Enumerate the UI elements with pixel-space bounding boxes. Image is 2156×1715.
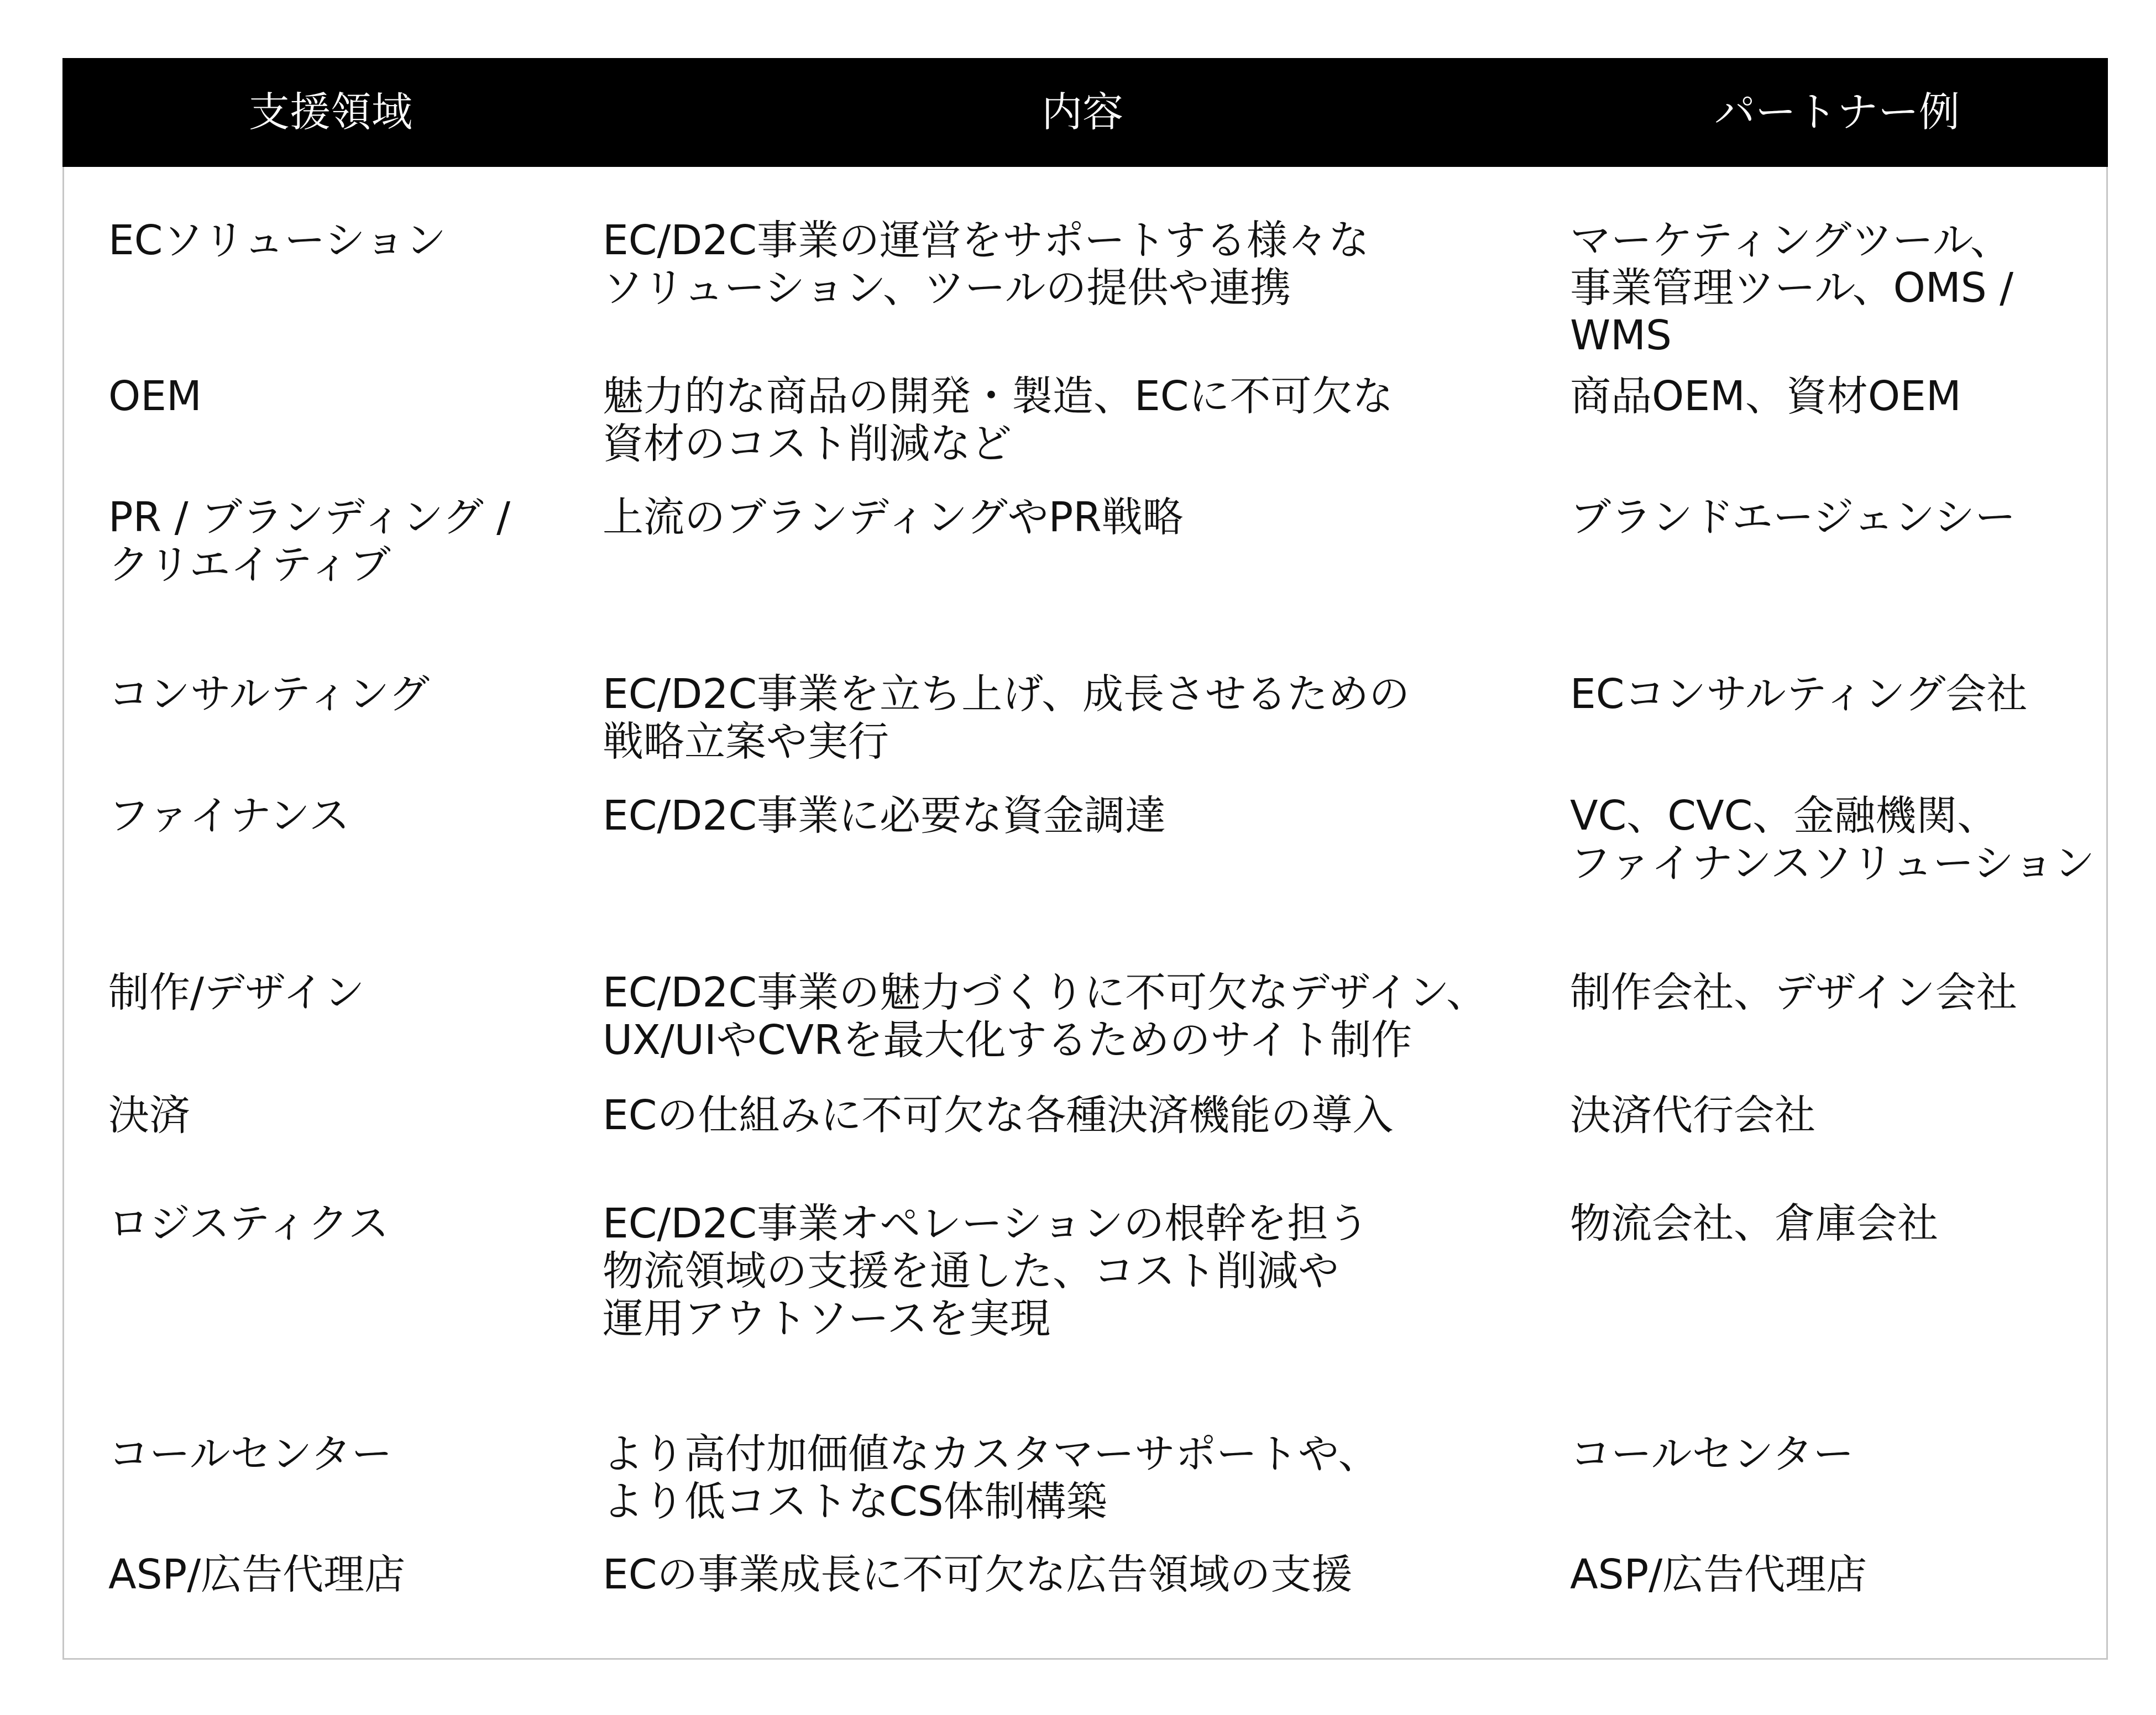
header-content: 内容 (1042, 88, 1123, 136)
row-4-area: コンサルティング (108, 670, 430, 718)
row-10-partner: ASP/広告代理店 (1570, 1551, 1867, 1598)
row-1-area: ECソリューション (108, 217, 447, 264)
row-5-content: EC/D2C事業に必要な資金調達 (603, 792, 1166, 840)
row-5-partner: VC、CVC、金融機関、 ファイナンスソリューション (1570, 792, 2095, 887)
row-2-area: OEM (108, 373, 202, 420)
row-9-partner: コールセンター (1570, 1430, 1854, 1478)
row-2-content: 魅力的な商品の開発・製造、ECに不可欠な 資材のコスト削減など (603, 373, 1394, 468)
row-8-area: ロジスティクス (108, 1200, 389, 1247)
row-5-area: ファイナンス (108, 792, 350, 840)
row-3-content: 上流のブランディングやPR戦略 (603, 494, 1184, 541)
row-2-partner: 商品OEM、資材OEM (1570, 373, 1961, 420)
row-6-area: 制作/デザイン (108, 969, 365, 1016)
row-3-area: PR / ブランディング / クリエイティブ (108, 494, 511, 589)
row-10-area: ASP/広告代理店 (108, 1551, 406, 1598)
row-8-partner: 物流会社、倉庫会社 (1570, 1200, 1938, 1247)
row-8-content: EC/D2C事業オペレーションの根幹を担う 物流領域の支援を通した、コスト削減や 運用アウトソースを実現 (603, 1200, 1369, 1342)
header-support-area: 支援領域 (249, 88, 412, 136)
row-4-partner: ECコンサルティング会社 (1570, 670, 2028, 718)
row-3-partner: ブランドエージェンシー (1570, 494, 2016, 541)
row-1-partner: マーケティングツール、 事業管理ツール、OMS / WMS (1570, 217, 2014, 359)
row-1-content: EC/D2C事業の運営をサポートする様々な ソリューション、ツールの提供や連携 (603, 217, 1369, 312)
header-partner-example: パートナー例 (1714, 88, 1960, 136)
row-7-content: ECの仕組みに不可欠な各種決済機能の導入 (603, 1092, 1394, 1139)
row-4-content: EC/D2C事業を立ち上げ、成長させるための 戦略立案や実行 (603, 670, 1410, 765)
row-7-partner: 決済代行会社 (1570, 1092, 1815, 1139)
row-6-content: EC/D2C事業の魅力づくりに不可欠なデザイン、 UX/UIやCVRを最大化するためのサイト制作 (603, 969, 1487, 1064)
row-10-content: ECの事業成長に不可欠な広告領域の支援 (603, 1551, 1353, 1598)
row-9-content: より高付加価値なカスタマーサポートや、 より低コストなCS体制構築 (603, 1430, 1379, 1525)
row-9-area: コールセンター (108, 1430, 393, 1478)
row-6-partner: 制作会社、デザイン会社 (1570, 969, 2017, 1016)
row-7-area: 決済 (108, 1092, 190, 1139)
